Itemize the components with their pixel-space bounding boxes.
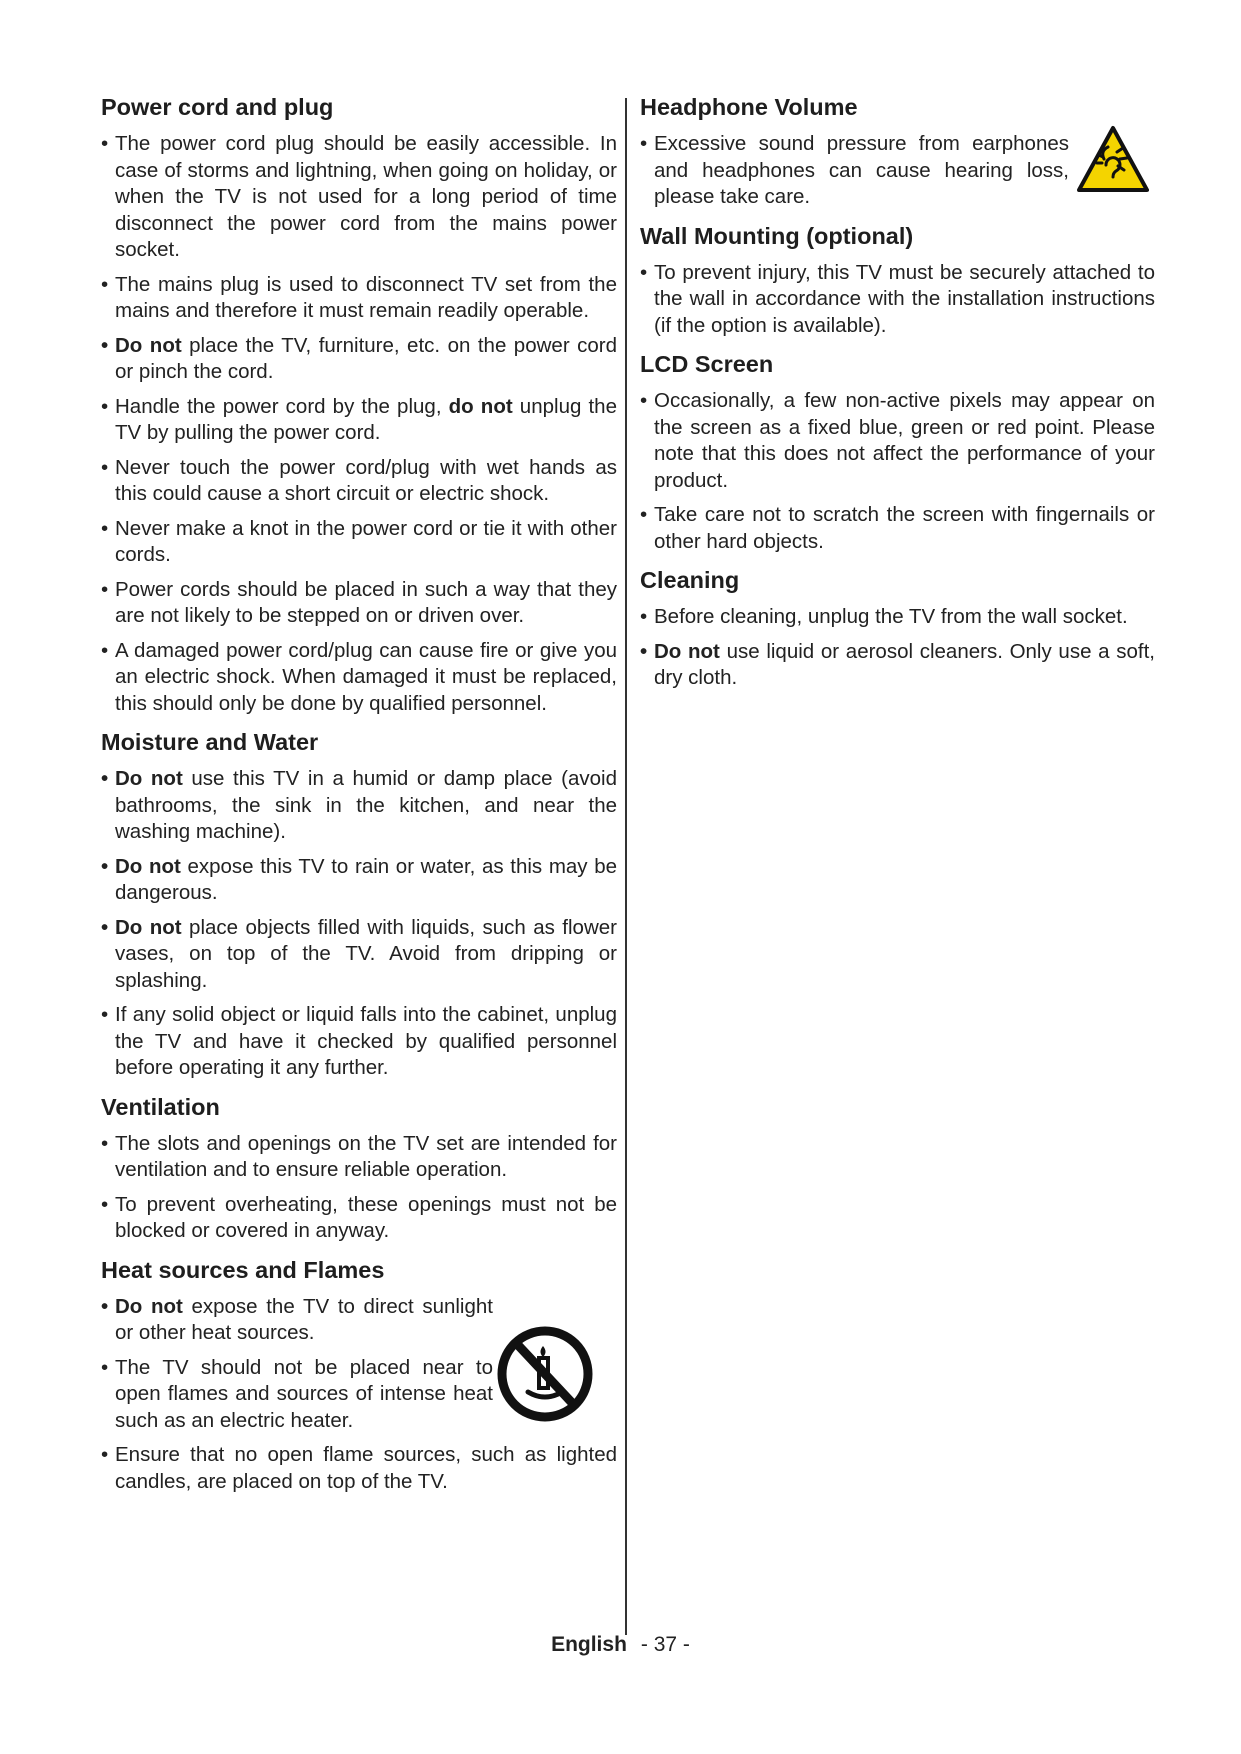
wall-mounting-list [640, 260, 1155, 340]
item-text-bold: Do not [115, 333, 182, 357]
list-item [101, 131, 617, 264]
section-title-headphone: Headphone Volume [640, 94, 858, 120]
lcd-screen-list [640, 388, 1155, 555]
list-item [101, 1355, 493, 1435]
list-item [101, 394, 617, 447]
item-text: place objects filled with liquids, such as flower vases, on top of the TV. Avoid from dripping or splashing. [115, 915, 617, 992]
item-text-pre: Handle the power cord by the plug, [115, 394, 449, 418]
section-title-wall-mounting: Wall Mounting (optional) [640, 222, 914, 249]
list-item [640, 639, 1155, 692]
list-item [101, 455, 617, 508]
section-title-lcd-screen: LCD Screen [640, 351, 774, 377]
section-title-moisture: Moisture and Water [101, 729, 319, 755]
item-text: Before cleaning, unplug the TV from the wall socket. [654, 605, 1128, 628]
item-text: The slots and openings on the TV set are intended for ventilation and to ensure reliable operation. [115, 1131, 617, 1181]
item-text: The power cord plug should be easily accessible. In case of storms and lightning, when going on holiday, or when the TV is not used for a long period of time disconnect the power cord from the mains power socket. [115, 132, 617, 261]
item-text-bold: Do not [115, 767, 183, 790]
item-text: A damaged power cord/plug can cause fire or give you an electric shock. When damaged it must be replaced, this should only be done by qualified personnel. [115, 638, 617, 715]
item-text: Excessive sound pressure from earphones and headphones can cause hearing loss, please take care. [654, 132, 1069, 208]
list-item [640, 131, 1069, 211]
power-cord-list [101, 131, 617, 717]
hearing-warning-icon [1077, 125, 1149, 193]
list-item [101, 516, 617, 569]
item-text: Never touch the power cord/plug with wet hands as this could cause a short circuit or electric shock. [115, 455, 617, 505]
section-title-cleaning: Cleaning [640, 567, 740, 593]
no-open-flame-icon [495, 1322, 595, 1426]
item-text: To prevent injury, this TV must be securely attached to the wall in accordance with the installation instructions (if the option is available). [654, 260, 1155, 337]
list-item [101, 1002, 617, 1082]
section-wall-mounting [640, 221, 1155, 340]
item-text: expose the TV to direct sunlight or other heat sources. [115, 1294, 493, 1344]
section-cleaning [640, 565, 1155, 692]
item-text: unplug the TV by pulling the power cord. [115, 394, 617, 444]
section-title-power-cord: Power cord and plug [101, 94, 334, 120]
section-lcd-screen [640, 349, 1155, 555]
item-text-bold: Do not [115, 1294, 183, 1318]
footer-language: English [551, 1633, 627, 1656]
list-item [101, 1131, 617, 1184]
list-item [101, 272, 617, 325]
item-text: Occasionally, a few non-active pixels may appear on the screen as a fixed blue, green or red point. Please note that this does not affect the performance of your product. [654, 389, 1155, 492]
list-item [640, 604, 1155, 631]
list-item [101, 766, 617, 846]
item-text: To prevent overheating, these openings must not be blocked or covered in anyway. [115, 1192, 617, 1242]
list-item [101, 333, 617, 386]
item-text-bold: Do not [115, 915, 182, 939]
left-column [101, 92, 617, 1505]
ventilation-list [101, 1131, 617, 1245]
cleaning-list [640, 604, 1155, 692]
item-text: Power cords should be placed in such a way that they are not likely to be stepped on or driven over. [115, 577, 617, 627]
item-text: Take care not to scratch the screen with fingernails or other hard objects. [654, 503, 1155, 553]
moisture-list [101, 766, 617, 1082]
list-item [101, 915, 617, 995]
page-number: - 37 - [640, 1633, 690, 1656]
item-text: Ensure that no open flame sources, such as lighted candles, are placed on top of the TV. [115, 1443, 617, 1493]
section-moisture [101, 727, 617, 1082]
item-text: place the TV, furniture, etc. on the power cord or pinch the cord. [115, 333, 617, 383]
section-title-heat: Heat sources and Flames [101, 1256, 385, 1283]
page-footer [0, 1633, 1241, 1657]
list-item [101, 1294, 493, 1347]
item-text-bold: Do not [115, 854, 181, 878]
list-item [101, 638, 617, 718]
item-text: Never make a knot in the power cord or tie it with other cords. [115, 516, 617, 566]
item-text: use liquid or aerosol cleaners. Only use a soft, dry cloth. [654, 639, 1155, 689]
list-item [640, 260, 1155, 340]
section-ventilation [101, 1092, 617, 1245]
list-item [101, 1442, 617, 1495]
item-text-bold: do not [448, 394, 513, 418]
item-text: The mains plug is used to disconnect TV set from the mains and therefore it must remain readily operable. [115, 272, 617, 322]
list-item [101, 1192, 617, 1245]
list-item [640, 502, 1155, 555]
list-item [101, 854, 617, 907]
section-title-ventilation: Ventilation [101, 1093, 220, 1120]
item-text: The TV should not be placed near to open flames and sources of intense heat such as an electric heater. [115, 1355, 493, 1432]
column-divider [625, 98, 627, 1635]
list-item [640, 388, 1155, 494]
item-text: use this TV in a humid or damp place (avoid bathrooms, the sink in the kitchen, and near the washing machine). [115, 767, 617, 843]
item-text: expose this TV to rain or water, as this may be dangerous. [115, 854, 617, 904]
item-text-bold: Do not [654, 639, 720, 663]
list-item [101, 577, 617, 630]
section-power-cord [101, 92, 617, 717]
item-text: If any solid object or liquid falls into the cabinet, unplug the TV and have it checked by qualified personnel before operating it any further. [115, 1003, 617, 1079]
